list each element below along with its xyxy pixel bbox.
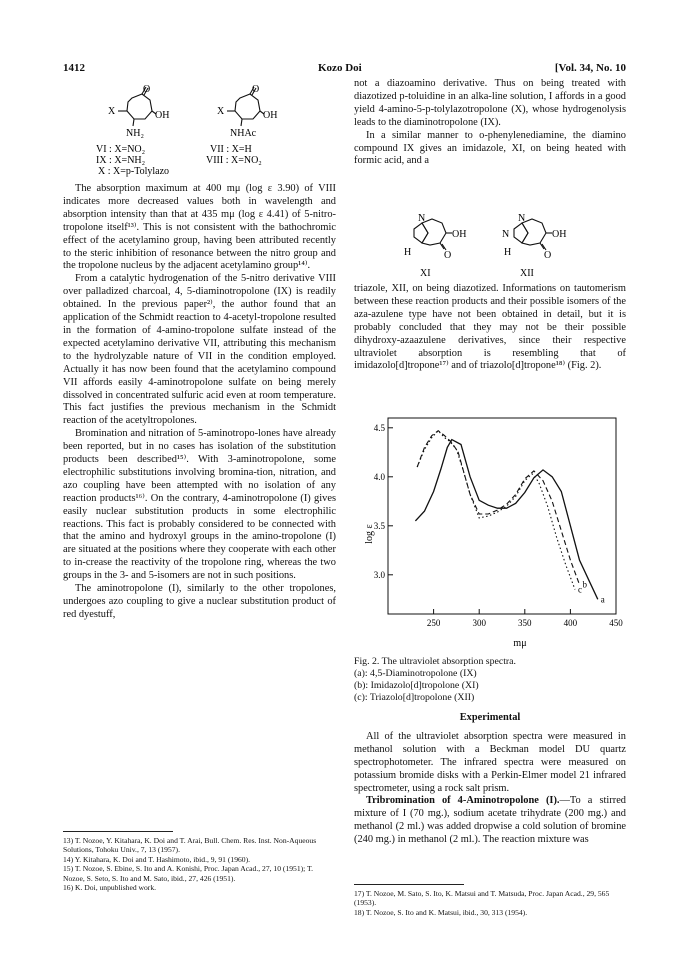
paragraph: The absorption maximum at 400 mμ (log ε 3.90) of VIII indicates more decreased values both in wavelength and absorption intensity than that at 435 mμ (log ε 4.41) of 5-nitro-tropolone itself¹³⁾. This is not consistent with the bathochromic effect of the acetylamino group, having been attributed recently to the steric inhibition of resonance between the nitro group and the tropolone nucleus by the adjacent acetylamino group¹⁴⁾. [63,183,336,272]
x-tick-label: 250 [426,618,441,628]
svg-text:X: X [217,106,225,117]
x-tick-label: 350 [518,618,532,628]
journal-volume: [Vol. 34, No. 10 [554,62,626,74]
series-line-a [415,440,597,600]
uv-absorption-chart [360,412,624,652]
svg-text:O: O [544,250,552,261]
paragraph: From a catalytic hydrogenation of the 5-nitro derivative VIII over palladized charcoal, 4, 5-diaminotropolone (IX) is readily obtained. In the previous paper²⁾, the author found that an application of the Schmidt reaction to 4-acetyl-tropolone resulted in the formation of 4-amino-tropolone sulfate instead of the expected acetylamino derivative VII, attributing this mechanism to the hydrolyzable nature of VII in the condition employed. Actually it has now been found that the acetylamino compound VII affords easily 4-aminotropolone sulfate on being merely dissolved in concentrated sulfuric acid even at room temperature. This fact justifies the previous mechanism in the Schmidt reaction of the acetyltropolones. [63,273,336,427]
footnote: 13) T. Nozoe, Y. Kitahara, K. Doi and T. Arai, Bull. Chem. Res. Inst. Non-Aqueous Solutions, Tohoku Univ., 7, 13 (1957). [63,836,317,855]
x-tick-label: 400 [563,618,578,628]
hydrogen-label: H [404,247,412,258]
footnote: 17) T. Nozoe, M. Sato, S. Ito, K. Matsui and T. Matsuda, Proc. Japan Acad., 29, 565 (1953). [354,889,610,908]
nitrogen-label: N [418,213,426,224]
right-column-top [354,78,626,168]
figure-caption [354,656,626,704]
svg-text:N: N [518,213,526,224]
compound-label-vii: VII : X=H [210,144,252,155]
acetamido-label: NHAc [230,128,257,139]
paragraph: In a similar manner to o-phenylenediamine, the diamino compound IX gives an imidazole, XI, on being heated with formic acid, and a [354,129,626,167]
paragraph [354,795,626,847]
x-tick-label: 300 [472,618,486,628]
series-label-a: a [600,594,605,605]
substituent-x-label: X [108,106,116,117]
subsection-title: Tribromination of 4-Aminotropolone (I). [366,795,560,807]
section-heading: Experimental [459,712,521,723]
footnote: 14) Y. Kitahara, K. Doi and T. Hashimoto, ibid., 9, 91 (1960). [63,854,251,864]
compound-label-x: X : X=p-Tolylazo [98,166,170,177]
x-axis-label: mμ [513,638,527,649]
figure-caption-item: (c): Triazolo[d]tropolone (XII) [354,692,475,703]
x-tick-label: 450 [609,618,623,628]
y-tick-label: 3.0 [373,569,385,580]
paragraph: not a diazoamino derivative. Thus on being treated with diazotized p-toluidine in an alka-line solution, I affords in a good yield 4-amino-5-p-tolylazotropolone (X), whose hydrogenolysis leads to the diaminotropolone (IX). [354,78,626,128]
oxo-label: O [143,84,151,95]
svg-text:N: N [502,229,510,240]
hydroxy-label: OH [155,110,170,121]
paragraph: The aminotropolone (I), similarly to the other tropolones, undergoes azo coupling to give a nuclear substitution product of red dyestuff, [63,583,336,620]
running-author: Kozo Doi [318,62,362,74]
structures-xi-xii [400,213,600,279]
oxo-label: O [444,250,452,261]
compound-label-viii: VIII : X=NO₂ [206,155,262,166]
compound-label-xii: XII [520,268,534,279]
series-label-c: c [577,584,582,595]
left-column-body [63,183,336,622]
footnote: 15) T. Nozoe, S. Ebine, S. Ito and A. Konishi, Proc. Japan Acad., 27, 10 (1951); T. Nozoe, S. Seto, S. Ito and M. Sato, ibid., 27, 426 (1951). [63,864,313,883]
paragraph: All of the ultraviolet absorption spectra were measured in methanol solution with a Beckman model DU quartz spectrophotometer. The infrared spectra were measured on potassium bromide disks with a Perkin-Elmer model 21 infrared spectrometer, using a rock salt prism. [354,730,626,794]
figure-caption-item: (b): Imidazolo[d]tropolone (XI) [354,680,479,691]
footnote: 16) K. Doi, unpublished work. [63,883,157,893]
paragraph: Bromination and nitration of 5-aminotropo-lones have already been reported, but in no cases has isolation of the substitution products been described¹⁵⁾. With 3-aminotropolone, some electrophilic substitutions involving bromina-tion, nitration, and azo coupling have been attempted with no isolation of any reaction products¹⁶⁾. On the contrary, 4-aminotropolone (I) gives easily nuclear substitution products in some electrophilic reactions. This fact is probably considered to be connected with that the amino and hydroxyl groups in the amino-tropolone (I) are situated at the positions where they cooperate with each other to in-crease the reactivity of the tropolone ring, whereas the two groups in the 3- and 5-isomers are not in such positions. [63,428,336,582]
right-column-middle [354,283,626,373]
series-label-b: b [582,579,588,590]
y-tick-label: 4.0 [373,471,385,482]
compound-label-xi: XI [420,268,431,279]
page-number: 1412 [63,62,85,74]
paragraph: triazole, XII, on being diazotized. Informations on tautomerism between these reaction products and their possible isomers of the aza-azulene type have not been obtained in detail, but it is probably concluded that they may not be their possible dihydroxy-azaazulene derivatives, since their respective ultraviolet absorption is resembling that of imidazolo[d]tropone¹⁷⁾ and of triazolo[d]tropone¹⁸⁾ (Fig. 2). [354,283,626,372]
tropolone-structure-vi [118,87,156,126]
svg-text:OH: OH [552,229,567,240]
experimental-section [354,712,626,847]
y-axis-label: log ε [364,524,375,544]
y-tick-label: 4.5 [373,422,385,433]
compound-label-ix: IX : X=NH₂ [96,155,146,166]
right-footnotes [354,889,626,917]
left-footnotes [63,836,336,892]
footnote-rule [354,884,464,885]
amino-label: NH₂ [126,128,144,139]
paragraph-text: —To a stirred mixture of I (70 mg.), sodium acetate trihydrate (200 mg.) and methanol (2 ml.) was added dropwise a cold solution of bromine (240 mg.) in methanol (2 ml.). The reaction mixture was [354,795,627,846]
y-tick-label: 3.5 [373,520,385,531]
footnote-rule [63,831,173,832]
footnote: 18) T. Nozoe, S. Ito and K. Matsui, ibid., 30, 313 (1954). [354,907,528,917]
svg-text:OH: OH [263,110,278,121]
svg-text:O: O [252,84,260,95]
structures-vi-vii [88,84,328,180]
figure-caption-title: Fig. 2. The ultraviolet absorption spectra. [354,656,516,667]
svg-text:H: H [504,247,512,258]
compound-label-vi: VI : X=NO₂ [96,144,146,155]
hydroxy-label: OH [452,229,467,240]
figure-caption-item: (a): 4,5-Diaminotropolone (IX) [354,668,477,679]
